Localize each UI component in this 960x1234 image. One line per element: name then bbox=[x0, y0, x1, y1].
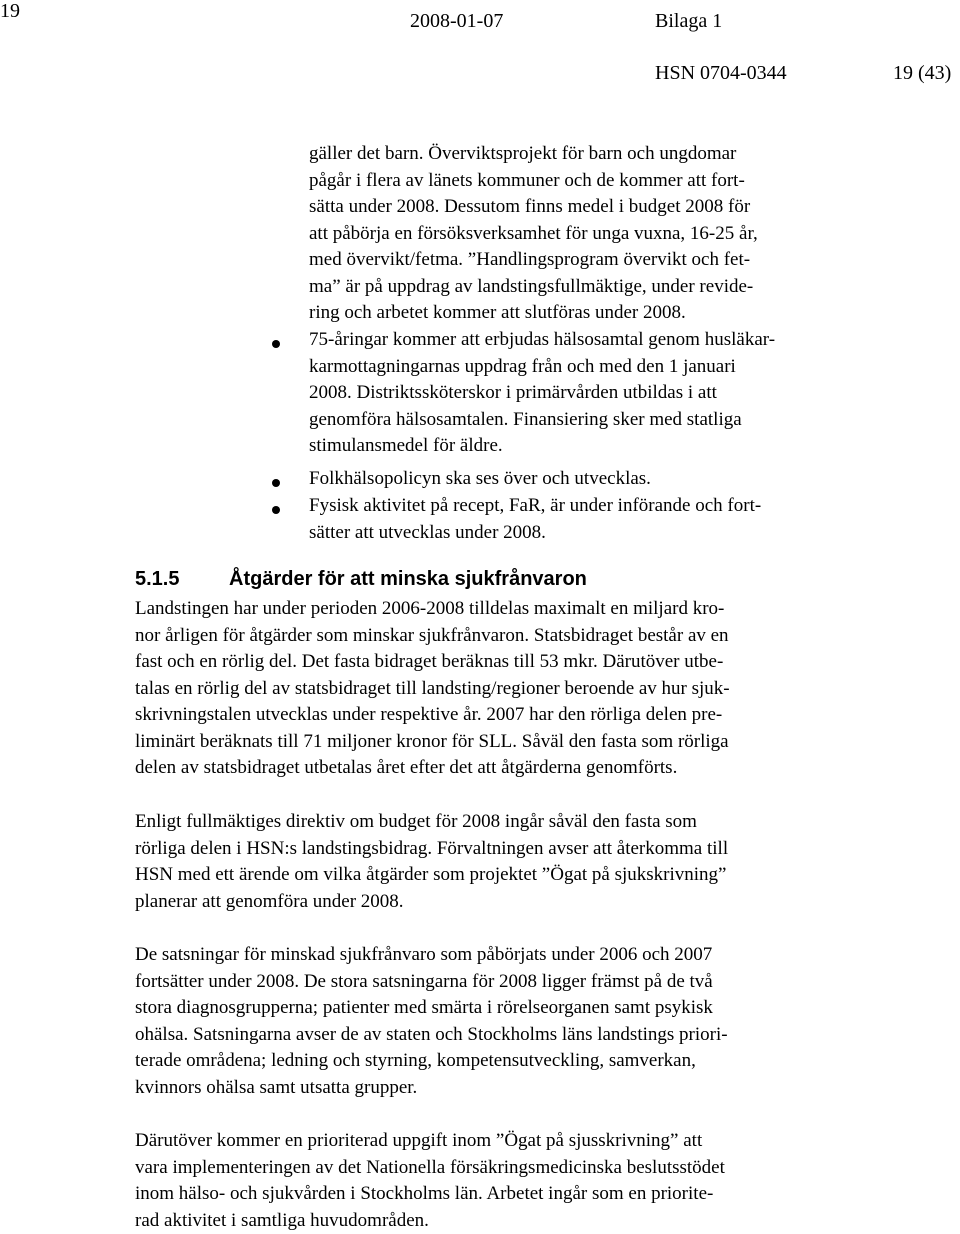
text-line: planerar att genomföra under 2008. bbox=[135, 890, 404, 912]
text-line: fast och en rörlig del. Det fasta bidraget beräknas till 53 mkr. Därutöver utbe- bbox=[135, 651, 724, 672]
bullet-icon bbox=[272, 340, 280, 348]
section-number: 5.1.5 bbox=[135, 568, 180, 590]
section-title: Åtgärder för att minska sjukfrånvaron bbox=[229, 568, 587, 590]
text-line: Folkhälsopolicyn ska ses över och utvecklas. bbox=[309, 468, 651, 489]
text-line: terade områdena; ledning och styrning, kompetensutveckling, samverkan, bbox=[135, 1050, 696, 1071]
text-line: stora diagnosgrupperna; patienter med smärta i rörelseorganen samt psykisk bbox=[135, 997, 713, 1018]
attachment-label: Bilaga 1 bbox=[655, 10, 723, 32]
text-line: fortsätter under 2008. De stora satsningarna för 2008 ligger främst på de två bbox=[135, 970, 713, 992]
text-line: pågår i flera av länets kommuner och de kommer att fort- bbox=[309, 169, 745, 191]
bullet-icon bbox=[272, 479, 280, 487]
text-line: genomföra hälsosamtalen. Finansiering sker med statliga bbox=[309, 408, 742, 430]
text-line: sätter att utvecklas under 2008. bbox=[309, 521, 546, 543]
text-line: skrivningstalen utvecklas under respektive år. 2007 har den rörliga delen pre- bbox=[135, 704, 723, 725]
paragraph bbox=[135, 942, 895, 1101]
bullet-icon bbox=[272, 506, 280, 514]
page-number: 19 bbox=[0, 0, 20, 22]
text-line: vara implementeringen av det Nationella försäkringsmedicinska beslutsstödet bbox=[135, 1156, 725, 1178]
text-line: De satsningar för minskad sjukfrånvaro som påbörjats under 2006 och 2007 bbox=[135, 944, 713, 965]
list-item bbox=[309, 466, 869, 493]
text-line: ma” är på uppdrag av landstingsfullmäktige, under revide- bbox=[309, 275, 754, 297]
text-line: rad aktivitet i samtliga huvudområden. bbox=[135, 1209, 429, 1231]
text-line: talas en rörlig del av statsbidraget till landsting/regioner beroende av hur sjuk- bbox=[135, 677, 730, 699]
text-line: 75-åringar kommer att erbjudas hälsosamtal genom husläkar- bbox=[309, 329, 776, 350]
text-line: sätta under 2008. Dessutom finns medel i budget 2008 för bbox=[309, 196, 751, 217]
text-line: rörliga delen i HSN:s landstingsbidrag. Förvaltningen avser att återkomma till bbox=[135, 837, 729, 859]
text-line: 2008. Distriktssköterskor i primärvården utbildas i att bbox=[309, 382, 717, 403]
text-line: nor årligen för åtgärder som minskar sjukfrånvaron. Statsbidraget består av en bbox=[135, 624, 729, 646]
list-item bbox=[309, 327, 869, 460]
text-line: stimulansmedel för äldre. bbox=[309, 435, 503, 456]
list-item bbox=[309, 493, 869, 546]
document-date: 2008-01-07 bbox=[410, 10, 504, 32]
page-of-total: 19 (43) bbox=[893, 62, 952, 84]
paragraph bbox=[135, 809, 895, 915]
text-line: Enligt fullmäktiges direktiv om budget för 2008 ingår såväl den fasta som bbox=[135, 811, 697, 832]
text-line: gäller det barn. Överviktsprojekt för barn och ungdomar bbox=[309, 143, 737, 164]
text-line: HSN med ett ärende om vilka åtgärder som projektet ”Ögat på sjukskrivning” bbox=[135, 864, 727, 885]
section-heading bbox=[135, 568, 587, 591]
text-line: kvinnors ohälsa samt utsatta grupper. bbox=[135, 1076, 418, 1098]
text-line: att påbörja en försöksverksamhet för unga vuxna, 16-25 år, bbox=[309, 222, 758, 244]
text-line: ring och arbetet kommer att slutföras under 2008. bbox=[309, 302, 686, 323]
text-line: karmottagningarnas uppdrag från och med den 1 januari bbox=[309, 355, 736, 377]
text-line: med övervikt/fetma. ”Handlingsprogram övervikt och fet- bbox=[309, 249, 751, 270]
text-line: Landstingen har under perioden 2006-2008 tilldelas maximalt en miljard kro- bbox=[135, 598, 725, 619]
text-line: inom hälso- och sjukvården i Stockholms län. Arbetet ingår som en priorite- bbox=[135, 1183, 714, 1204]
text-line: Fysisk aktivitet på recept, FaR, är under införande och fort- bbox=[309, 495, 762, 516]
text-line: ohälsa. Satsningarna avser de av staten och Stockholms läns landstings priori- bbox=[135, 1023, 728, 1045]
text-line: delen av statsbidraget utbetalas året efter det att åtgärderna genomförts. bbox=[135, 757, 678, 778]
paragraph bbox=[135, 596, 895, 782]
document-reference: HSN 0704-0344 bbox=[655, 62, 787, 84]
text-line: liminärt beräknats till 71 miljoner kronor för SLL. Såväl den fasta som rörliga bbox=[135, 730, 729, 752]
continued-list-item bbox=[309, 141, 869, 327]
text-line: Därutöver kommer en prioriterad uppgift inom ”Ögat på sjusskrivning” att bbox=[135, 1130, 703, 1151]
paragraph bbox=[135, 1128, 895, 1234]
